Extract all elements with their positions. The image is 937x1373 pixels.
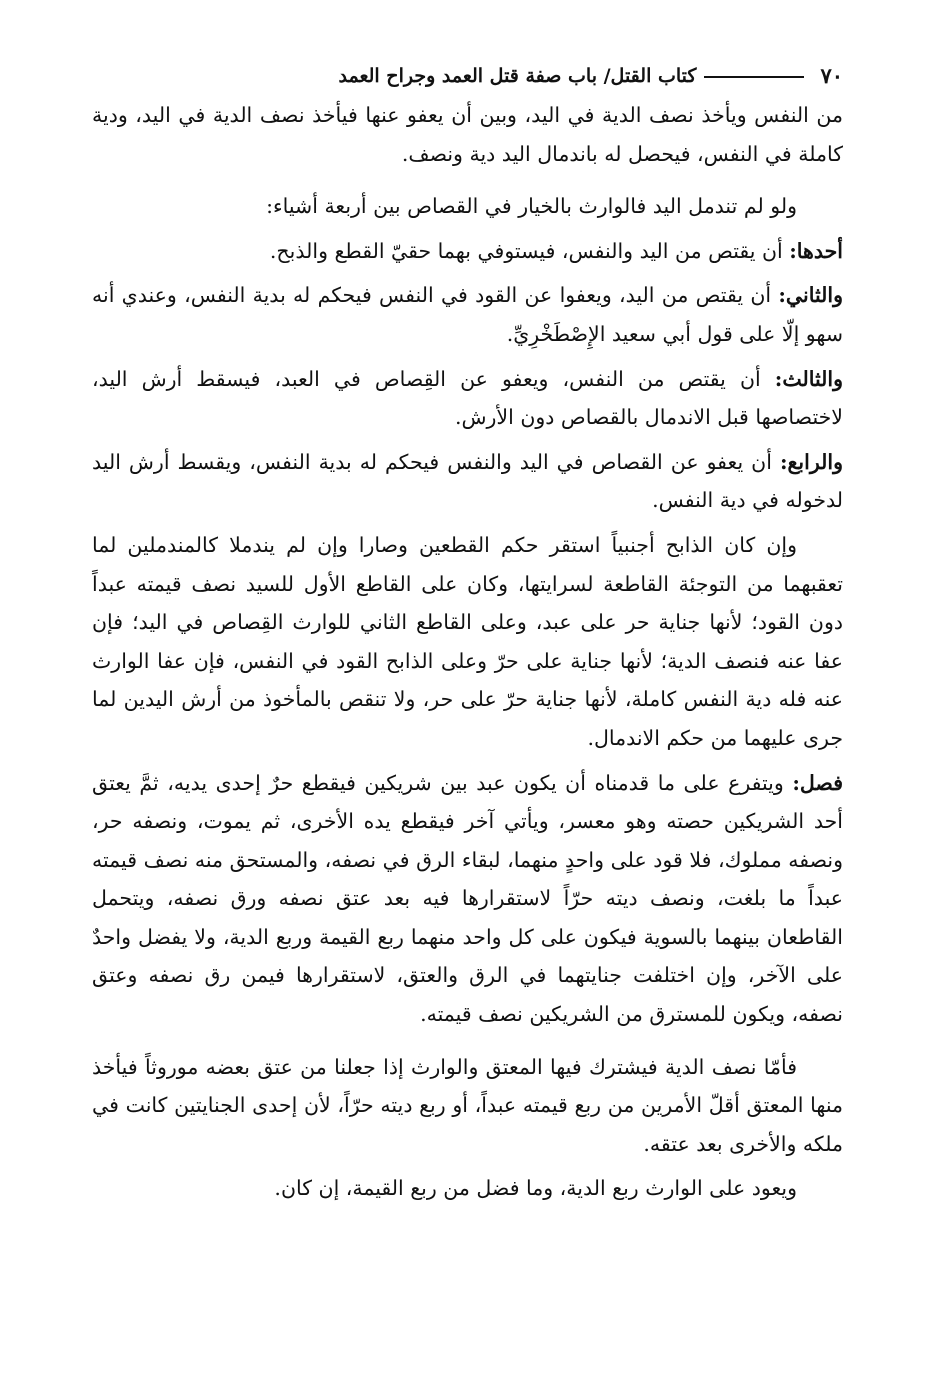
paragraph	[92, 96, 843, 173]
paragraph-lead: والرابع:	[779, 449, 843, 474]
paragraph	[92, 764, 843, 1034]
paragraph	[92, 187, 843, 226]
paragraph-text: أن يعفو عن القصاص في اليد والنفس فيحكم له بدية النفس، ويقسط أرش اليد لدخوله في دية النفس.	[92, 449, 843, 513]
paragraph-text: من النفس ويأخذ نصف الدية في اليد، وبين أن يعفو عنها فيأخذ نصف الدية في اليد، ودية كاملة في النفس، فيحصل له باندمال اليد دية ونصف.	[92, 103, 843, 166]
paragraph-text: وإن كان الذابح أجنبياً استقر حكم القطعين وصارا وإن لم يندملا كالمندملين لما تعقبهما من التوجئة القاطعة لسرايتها، وكان على القاطع الأول للسيد نصف قيمته عبداً دون القود؛ لأنها جناية حر على عبد، وعلى القاطع الثاني للوارث القِصاص في اليد؛ فإن عفا عنه فنصف الدية؛ لأنها جناية على حرّ وعلى الذابح القود في النفس، فإن عفا الوارث عنه فله دية النفس كاملة، لأنها جناية حرّ على حر، ولا تنقص بالمأخوذ من أرش اليدين لما جرى عليهما من حكم الاندمال.	[92, 532, 843, 750]
paragraph-text: أن يقتص من اليد والنفس، فيستوفي بهما حقيّ القطع والذبح.	[269, 238, 790, 263]
paragraph-lead: أحدها:	[789, 238, 843, 263]
paragraph-text: أن يقتص من النفس، ويعفو عن القِصاص في العبد، فيسقط أرش اليد، لاختصاصها قبل الاندمال بالقصاص دون الأرش.	[92, 366, 843, 430]
paragraph-lead: والثاني:	[778, 283, 843, 308]
paragraph-text: ويعود على الوارث ربع الدية، وما فضل من ربع القيمة، إن كان.	[274, 1176, 797, 1201]
paragraph	[92, 1169, 843, 1208]
paragraph	[92, 232, 843, 271]
paragraph	[92, 1048, 843, 1164]
paragraph-lead: والثالث:	[774, 366, 843, 391]
page-number: ٧٠	[820, 63, 843, 88]
paragraph-text: ولو لم تندمل اليد فالوارث بالخيار في القصاص بين أربعة أشياء:	[266, 194, 797, 219]
paragraph-text: فأمّا نصف الدية فيشترك فيها المعتق والوارث إذا جعلنا من عتق بعضه موروثاً فيأخذ منها المعتق أقلّ الأمرين من ربع قيمته عبداً، أو ربع ديته حرّاً، لأن إحدى الجنايتين كانت في ملكه والأخرى بعد عتقه.	[92, 1054, 843, 1156]
paragraph	[92, 276, 843, 353]
header-rule	[704, 76, 804, 78]
paragraph	[92, 443, 843, 520]
paragraph-lead: فصل:	[792, 770, 843, 795]
page-header	[92, 52, 843, 86]
paragraph	[92, 526, 843, 758]
paragraph	[92, 360, 843, 437]
paragraph-text: ويتفرع على ما قدمناه أن يكون عبد بين شريكين فيقطع حرٌ إحدى يديه، ثمَّ يعتق أحد الشريكين حصته وهو معسر، ويأتي آخر فيقطع يده الأخرى، ثم يموت، ونصفه حر، ونصفه مملوك، فلا قود على واحدٍ منهما، لبقاء الرق في نصفه، والمستحق منه نصف قيمته عبداً ما بلغت، ونصف ديته حرّاً لاستقرارها فيه بعد عتق نصفه ورق نصفه، ويتحمل القاطعان بينهما بالسوية فيكون على كل واحد منهما ربع القيمة وربع الدية، ولا يفضل واحدٌ على الآخر، وإن اختلفت جنايتهما في الرق والعتق، لاستقرارها فيمن رق نصفه وعتق نصفه، ويكون للمسترق من الشريكين نصف قيمته.	[92, 770, 843, 1027]
paragraph-text: أن يقتص من اليد، ويعفوا عن القود في النفس فيحكم له بدية النفس، وعندي أنه سهو إلّا على قول أبي سعيد الإِصْطَخْرِيِّ.	[92, 283, 843, 346]
running-title: كتاب القتل/ باب صفة قتل العمد وجراح العمد	[338, 65, 697, 87]
